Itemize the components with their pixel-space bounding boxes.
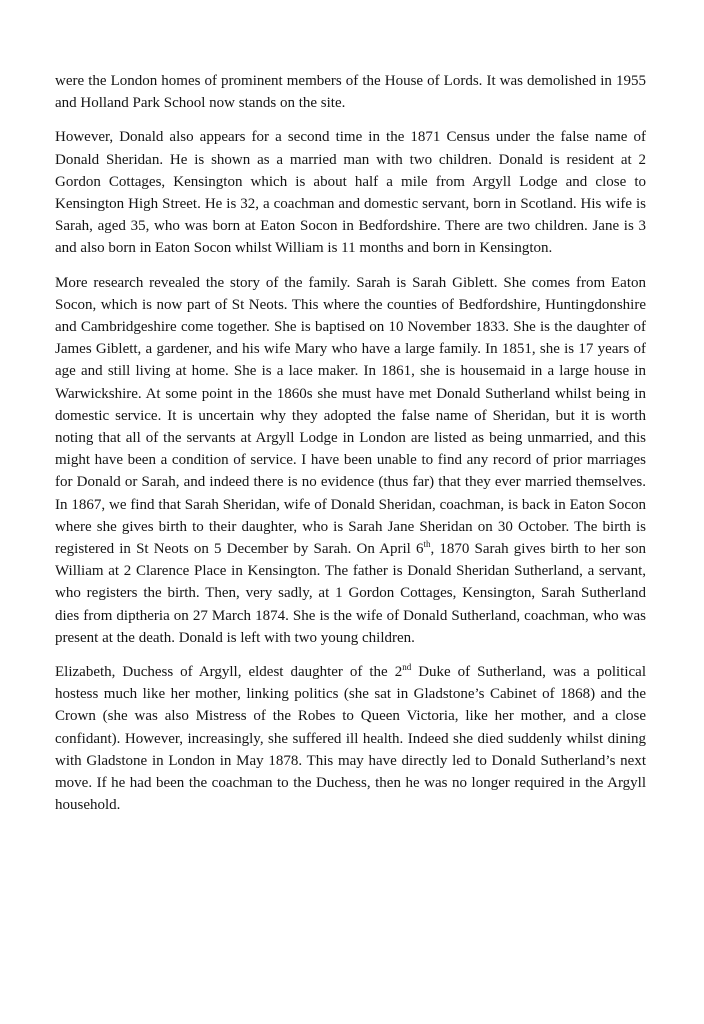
paragraph-text: Duke of Sutherland, was a political hostess much like her mother, linking politics (she sat in Gladstone’s Cabinet of 1868) and the Crown (she was also Mistress of the Robes to Queen Victoria, like her mother, and a close confidant). However, increasingly, she suffered ill health. Indeed she died suddenly whilst dining with Gladstone in London in May 1878. This may have directly led to Donald Sutherland’s next move. If he had been the coachman to the Duchess, then he was no longer required in the Argyll household.: [55, 664, 646, 814]
paragraph-text: were the London homes of prominent members of the House of Lords. It was demolished in 1955 and Holland Park School now stands on the site.: [55, 73, 646, 112]
paragraph-text: , 1870 Sarah gives birth to her son William at 2 Clarence Place in Kensington. The father is Donald Sheridan Sutherland, a servant, who registers the birth. Then, very sadly, at 1 Gordon Cottages, Kensington, Sarah Sutherland dies from diptheria on 27 March 1874. She is the wife of Donald Sutherland, coachman, who was present at the death. Donald is left with two young children.: [55, 541, 646, 646]
paragraph-text: More research revealed the story of the family. Sarah is Sarah Giblett. She comes from Eaton Socon, which is now part of St Neots. This where the counties of Bedfordshire, Huntingdonshire and Cambridgeshire come together. She is baptised on 10 November 1833. She is the daughter of James Giblett, a gardener, and his wife Mary who have a large family. In 1851, she is 17 years of age and still living at home. She is a lace maker. In 1861, she is housemaid in a large house in Warwickshire. At some point in the 1860s she must have met Donald Sutherland whilst being in domestic service. It is uncertain why they adopted the false name of Sheridan, but it is worth noting that all of the servants at Argyll Lodge in London are listed as being unmarried, and this might have been a condition of service. I have been unable to find any record of prior marriages for Donald or Sarah, and indeed there is no evidence (thus far) that they ever married themselves. In 1867, we find that Sarah Sheridan, wife of Donald Sheridan, coachman, is back in Eaton Socon where she gives birth to their daughter, who is Sarah Jane Sheridan on 30 October. The birth is registered in St Neots on 5 December by Sarah. On April 6: [55, 274, 646, 558]
paragraph-text: Elizabeth, Duchess of Argyll, eldest daughter of the 2: [55, 664, 403, 681]
paragraph-2: [55, 126, 646, 259]
document-page: [55, 70, 646, 829]
paragraph-1: [55, 70, 646, 114]
paragraph-4: [55, 661, 646, 816]
paragraph-3: [55, 272, 646, 649]
ordinal-superscript: nd: [402, 662, 412, 673]
ordinal-superscript: th: [423, 539, 431, 550]
paragraph-text: However, Donald also appears for a second time in the 1871 Census under the false name of Donald Sheridan. He is shown as a married man with two children. Donald is resident at 2 Gordon Cottages, Kensington which is about half a mile from Argyll Lodge and close to Kensington High Street. He is 32, a coachman and domestic servant, born in Scotland. His wife is Sarah, aged 35, who was born at Eaton Socon in Bedfordshire. There are two children. Jane is 3 and also born in Eaton Socon whilst William is 11 months and born in Kensington.: [55, 129, 646, 257]
